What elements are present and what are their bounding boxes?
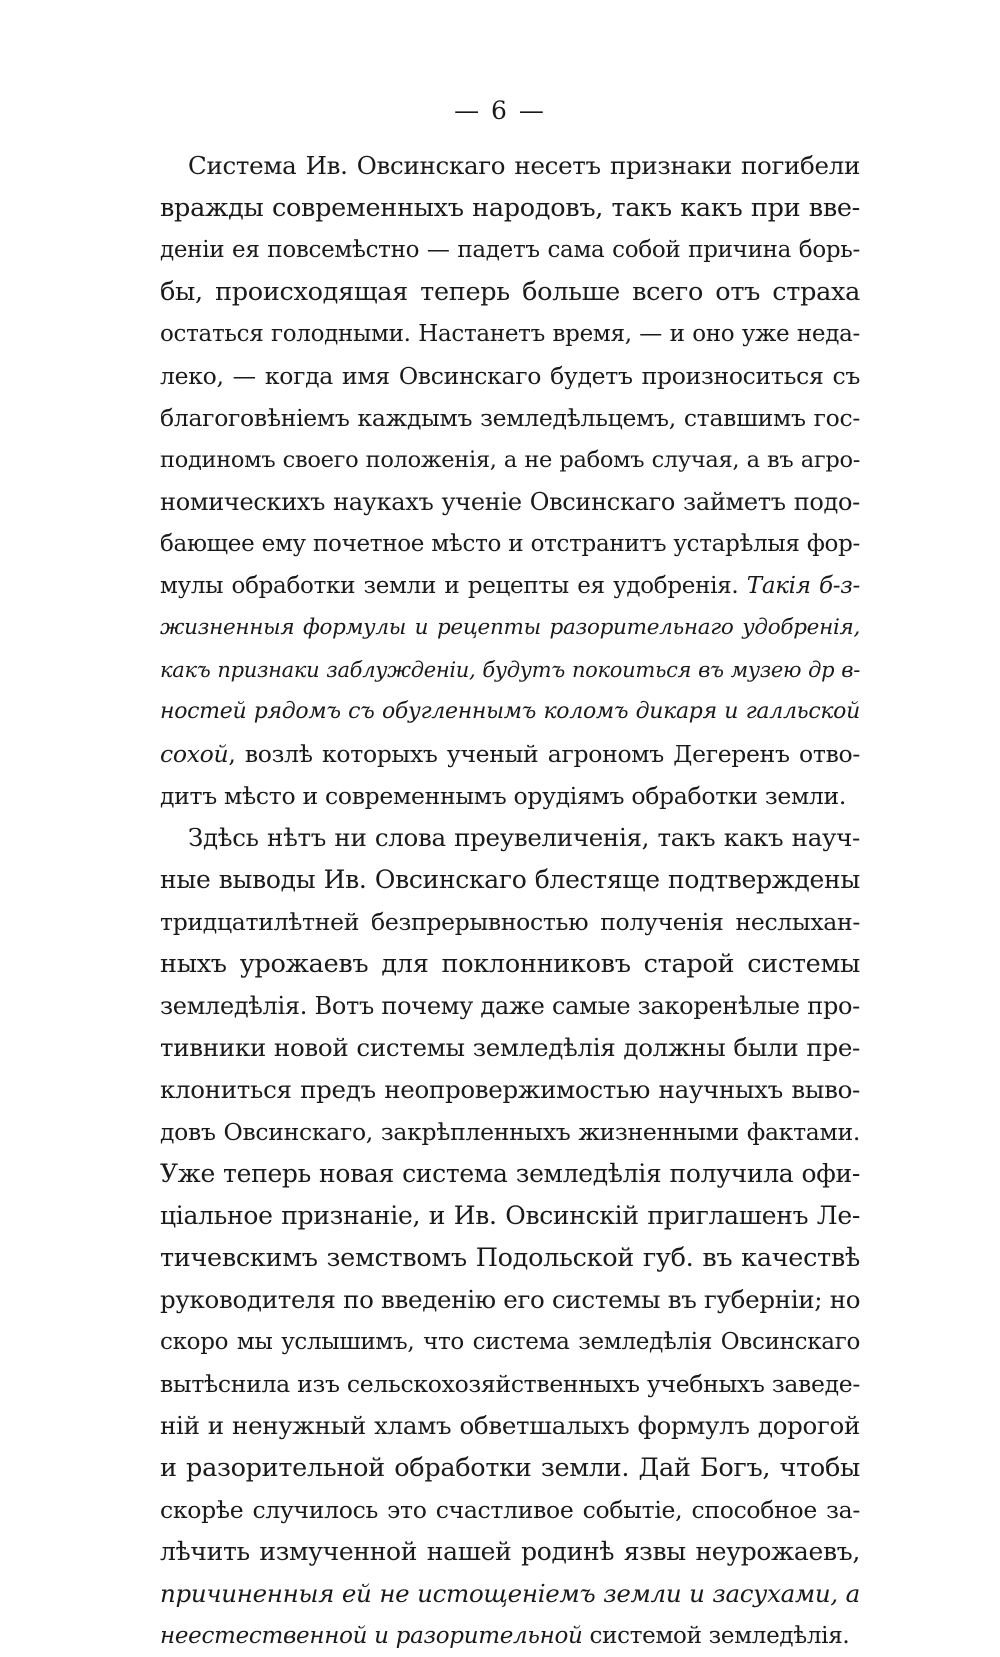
paragraph-2 — [160, 817, 860, 1657]
text-line-italic: жизненныя формулы и рецепты разорительнаго удобренія, — [160, 615, 860, 640]
text-line: остаться голодными. Настанетъ время, — и оно уже неда- — [160, 321, 860, 347]
text-line: деніи ея повсемѣстно — падетъ сама собой причина борь- — [160, 237, 860, 263]
text-line: тичевскимъ земствомъ Подольской губ. въ качествѣ — [160, 1243, 860, 1273]
text-line: лѣчить измученной нашей родинѣ язвы неурожаевъ, — [160, 1537, 860, 1566]
body-text — [160, 145, 860, 1657]
text-line-italic: причиненныя ей не истощеніемъ земли и засухами, а — [160, 1579, 860, 1608]
text-line: подиномъ своего положенія, а не рабомъ случая, а въ агро- — [160, 447, 860, 473]
text-line: ныхъ урожаевъ для поклонниковъ старой системы — [160, 949, 860, 979]
text-line: Система Ив. Овсинскаго несетъ признаки погибели — [188, 151, 860, 180]
paragraph-1 — [160, 145, 860, 817]
text-line — [160, 733, 860, 775]
italic-segment: сохой — [160, 740, 229, 768]
text-line — [160, 1615, 860, 1657]
text-line: бающее ему почетное мѣсто и отстранитъ устарѣлыя фор- — [160, 531, 860, 557]
text-line: скоро мы услышимъ, что система земледѣлія Овсинскаго — [160, 1329, 860, 1355]
text-line: вражды современныхъ народовъ, такъ какъ при вве- — [160, 193, 860, 223]
text-line-italic: какъ признаки заблужденіи, будутъ покоиться въ музею др в- — [160, 658, 860, 682]
text-line: ціальное признаніе, и Ив. Овсинскій приглашенъ Ле- — [160, 1201, 860, 1230]
text-line: вытѣснила изъ сельскохозяйственныхъ учебныхъ заведе- — [160, 1370, 860, 1398]
text-segment: , возлѣ которыхъ ученый агрономъ Дегеренъ отво- — [228, 740, 860, 768]
text-line: скорѣе случилось это счастливое событіе, способное за- — [160, 1496, 860, 1524]
text-line: Здѣсь нѣтъ ни слова преувеличенія, такъ какъ науч- — [188, 823, 860, 852]
text-segment: системой земледѣлія. — [582, 1623, 850, 1649]
text-line: тридцатилѣтней безпрерывностью полученія неслыхан- — [160, 908, 860, 936]
text-segment: мулы обработки земли и рецепты ея удобренія. — [160, 573, 747, 599]
italic-segment: Такія б-з- — [746, 573, 860, 599]
page-number: — 6 — — [454, 96, 546, 125]
text-line: руководителя по введенію его системы въ губерніи; но — [160, 1285, 861, 1314]
text-line: ній и ненужный хламъ обветшалыхъ формулъ дорогой — [160, 1411, 860, 1440]
text-line: благоговѣніемъ каждымъ земледѣльцемъ, ставшимъ гос- — [160, 404, 860, 432]
text-line: довъ Овсинскаго, закрѣпленныхъ жизненными фактами. — [160, 1118, 860, 1146]
text-line: бы, происходящая теперь больше всего отъ страха — [160, 277, 860, 307]
text-line: леко, — когда имя Овсинскаго будетъ произноситься съ — [160, 362, 860, 390]
text-line: и разорительной обработки земли. Дай Богъ, чтобы — [160, 1453, 860, 1483]
text-line: клониться предъ неопровержимостью научныхъ выво- — [160, 1075, 860, 1104]
text-line: земледѣлія. Вотъ почему даже самые закоренѣлые про- — [160, 992, 860, 1020]
text-line: тивники новой системы земледѣлія должны были пре- — [160, 1033, 860, 1062]
italic-segment: неестественной и разорительной — [160, 1623, 583, 1649]
text-line: дитъ мѣсто и современнымъ орудіямъ обработки земли. — [160, 782, 847, 810]
text-line: ные выводы Ив. Овсинскаго блестяще подтверждены — [160, 865, 860, 894]
text-line-italic: ностей рядомъ съ обугленнымъ коломъ дикаря и галльской — [160, 699, 860, 724]
text-line — [160, 565, 860, 607]
text-line: Уже теперь новая система земледѣлія получила офи- — [160, 1159, 860, 1188]
text-line: номическихъ наукахъ ученіе Овсинскаго займетъ подо- — [160, 488, 860, 516]
